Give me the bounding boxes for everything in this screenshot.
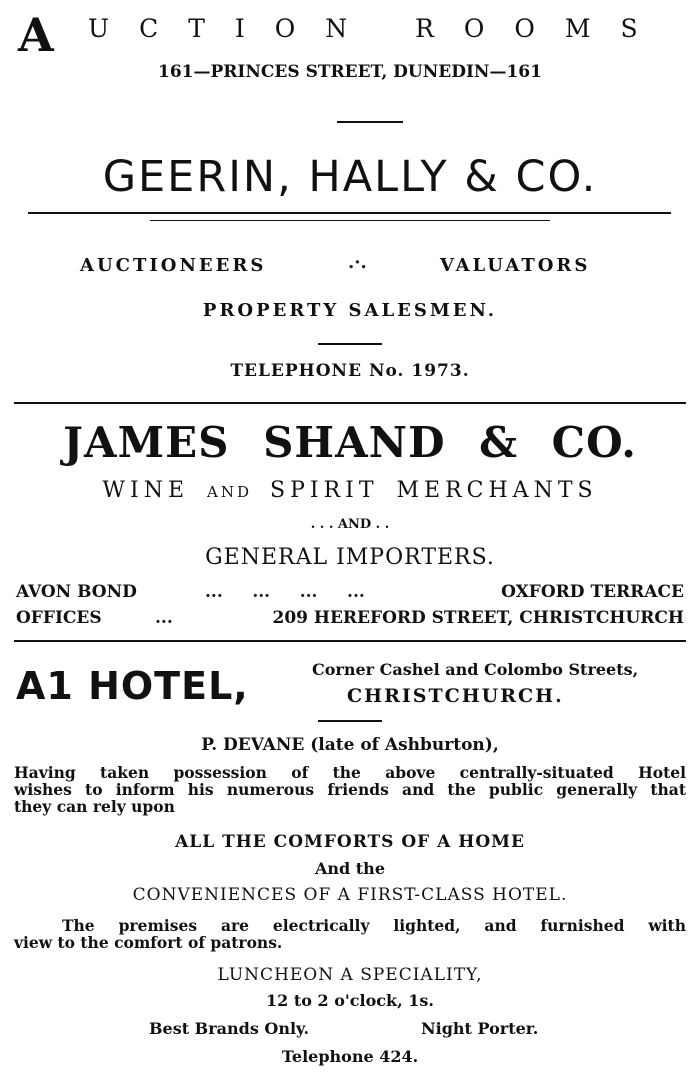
auction-service-auctioneers: AUCTIONEERS [80,255,267,276]
short-rule [318,720,382,722]
shand-trade-and: AND [207,483,253,501]
hotel-conveniences: CONVENIENCES OF A FIRST-CLASS HOTEL. [132,885,568,905]
section-divider [14,640,686,642]
hotel-night-porter: Night Porter. [421,1019,539,1038]
hotel-city: CHRISTCHURCH. [347,685,564,707]
hotel-name: A1 HOTEL, [16,664,249,708]
shand-row-label-offices: OFFICES [16,608,102,628]
shand-trade-wine: WINE [102,478,190,503]
auction-address: 161—PRINCES STREET, DUNEDIN—161 [158,62,542,82]
hotel-premises-paragraph [14,917,686,951]
hotel-brands: Best Brands Only. [149,1019,310,1038]
hotel-corner: Corner Cashel and Colombo Streets, [312,660,639,679]
hotel-proprietor: P. DEVANE (late of Ashburton), [201,735,499,755]
shand-trade [0,478,700,503]
hotel-intro-paragraph [14,764,686,815]
auction-heading: UCTION ROOMS [88,14,668,43]
auction-telephone: TELEPHONE No. 1973. [230,361,470,381]
short-rule [337,121,403,123]
shand-row-value-hereford: 209 HEREFORD STREET, CHRISTCHURCH [272,608,684,628]
section-divider [14,402,686,404]
hotel-luncheon: LUNCHEON A SPECIALITY, [217,965,483,985]
paragraph-line: they can rely upon [14,797,175,816]
auction-heading-initial: A [18,8,56,62]
firm-underline-thin [150,220,550,221]
shand-firm-name [14,418,686,468]
service-separator: .·. [348,252,367,273]
short-rule [318,343,382,345]
paragraph-line: The premises are electrically lighted, and furnished with [62,916,686,935]
leader-dots: ... [155,608,173,628]
shand-row-value-oxford: OXFORD TERRACE [501,582,684,602]
auction-property-salesmen: PROPERTY SALESMEN. [202,300,498,321]
shand-firm-text: JAMES SHAND & CO. [63,418,637,467]
leader-dots: ... ... ... ... [205,582,365,602]
hotel-and-the: And the [314,859,385,878]
shand-and-line: . . . AND . . [310,517,390,532]
hotel-comforts: ALL THE COMFORTS OF A HOME [175,832,525,852]
auction-service-valuators: VALUATORS [440,255,591,276]
shand-row-label-avon: AVON BOND [16,582,137,602]
auction-firm-name: GEERIN, HALLY & CO. [102,152,598,202]
shand-trade-rest: SPIRIT MERCHANTS [270,478,598,503]
paragraph-line: Having taken possession of the above centrally-situated Hotel [14,763,686,782]
shand-importers: GENERAL IMPORTERS. [205,545,495,570]
paragraph-line: wishes to inform his numerous friends and the public generally that [14,780,686,799]
firm-underline [28,212,671,214]
hotel-telephone: Telephone 424. [281,1047,419,1066]
paragraph-line: view to the comfort of patrons. [14,933,283,952]
hotel-luncheon-hours: 12 to 2 o'clock, 1s. [266,991,434,1010]
